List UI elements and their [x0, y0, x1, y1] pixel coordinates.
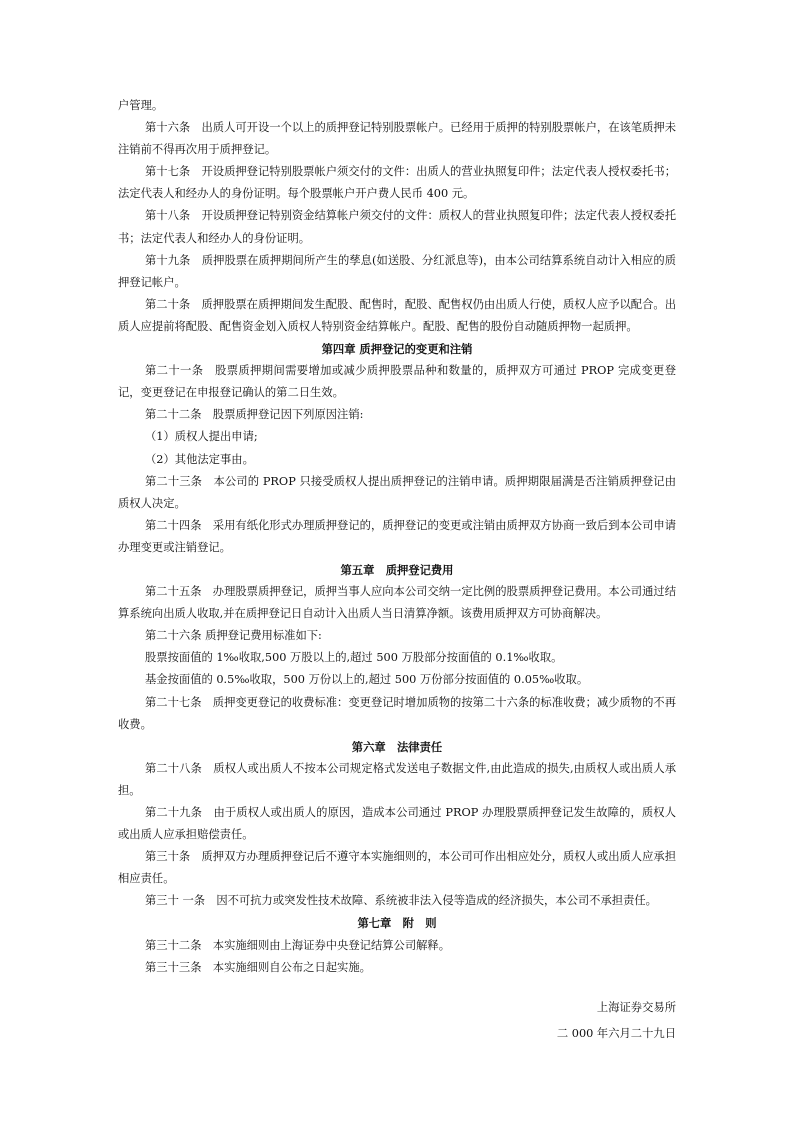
article-27: 第二十七条 质押变更登记的收费标准：变更登记时增加质物的按第二十六条的标准收费；减少质物的不再收费。 — [118, 695, 676, 731]
article-18: 第十八条 开设质押登记特别资金结算帐户须交付的文件：质权人的营业执照复印件；法定代表人授权委托书；法定代表人和经办人的身份证明。 — [118, 209, 676, 245]
article-28: 第二十八条 质权人或出质人不按本公司规定格式发送电子数据文件,由此造成的损失,由质权人或出质人承担。 — [118, 761, 676, 797]
chapter-7-heading: 第七章 附 则 — [357, 916, 437, 931]
article-16: 第十六条 出质人可开设一个以上的质押登记特别股票帐户。已经用于质押的特别股票帐户，在该笔质押未注销前不得再次用于质押登记。 — [118, 121, 676, 157]
article-19: 第十九条 质押股票在质押期间所产生的孳息(如送股、分红派息等)，由本公司结算系统自动计入相应的质押登记帐户。 — [118, 253, 676, 289]
article-22: 第二十二条 股票质押登记因下列原因注销: — [145, 408, 364, 422]
article-29: 第二十九条 由于质权人或出质人的原因，造成本公司通过 PROP 办理股票质押登记发生故障的，质权人或出质人应承担赔偿责任。 — [118, 806, 676, 842]
article-23: 第二十三条 本公司的 PROP 只接受质权人提出质押登记的注销申请。质押期限届满是否注销质押登记由质权人决定。 — [118, 474, 676, 510]
article-26: 第二十六条 质押登记费用标准如下: — [145, 629, 322, 643]
fee-stock: 股票按面值的 1‰收取,500 万股以上的,超过 500 万股部分按面值的 0.1‰收取。 — [145, 651, 563, 665]
article-31: 第三十 一条 因不可抗力或突发性技术故障、系统被非法入侵等造成的经济损失，本公司不承担责任。 — [145, 894, 657, 908]
chapter-5-heading: 第五章 质押登记费用 — [340, 562, 454, 577]
issuer-name: 上海证券交易所 — [596, 1000, 676, 1014]
signature-block — [118, 995, 676, 1047]
issue-date: 二 000 年六月二十九日 — [556, 1026, 676, 1040]
article-22-item-2: （2）其他法定事由。 — [145, 452, 254, 466]
article-20: 第二十条 质押股票在质押期间发生配股、配售时，配股、配售权仍由出质人行使，质权人应予以配合。出质人应提前将配股、配售资金划入质权人特别资金结算帐户。配股、配售的股份自动随质押物一起质押。 — [118, 297, 676, 333]
paragraph-continuation: 户管理。 — [118, 99, 164, 112]
chapter-4-heading: 第四章 质押登记的变更和注销 — [321, 342, 473, 357]
chapter-6-heading: 第六章 法律责任 — [351, 739, 443, 754]
article-24: 第二十四条 采用有纸化形式办理质押登记的，质押登记的变更或注销由质押双方协商一致后到本公司申请办理变更或注销登记。 — [118, 518, 676, 554]
article-33: 第三十三条 本实施细则自公布之日起实施。 — [145, 960, 371, 974]
article-30: 第三十条 质押双方办理质押登记后不遵守本实施细则的，本公司可作出相应处分，质权人或出质人应承担相应责任。 — [118, 850, 676, 886]
article-17: 第十七条 开设质押登记特别股票帐户须交付的文件：出质人的营业执照复印件；法定代表人授权委托书；法定代表人和经办人的身份证明。每个股票帐户开户费人民币 400 元。 — [118, 165, 676, 201]
article-21: 第二十一条 股票质押期间需要增加或减少质押股票品种和数量的，质押双方可通过 PROP 完成变更登记，变更登记在申报登记确认的第二日生效。 — [118, 364, 676, 400]
article-22-item-1: （1）质权人提出申请; — [145, 430, 258, 444]
fee-fund: 基金按面值的 0.5‰收取，500 万份以上的,超过 500 万份部分按面值的 0.05‰收取。 — [145, 673, 589, 687]
article-25: 第二十五条 办理股票质押登记，质押当事人应向本公司交纳一定比例的股票质押登记费用。本公司通过结算系统向出质人收取,并在质押登记日自动计入出质人当日清算净额。该费用质押双方可协商解决。 — [118, 585, 676, 621]
document-page — [118, 95, 676, 1047]
article-32: 第三十二条 本实施细则由上海证券中央登记结算公司解释。 — [145, 938, 451, 952]
